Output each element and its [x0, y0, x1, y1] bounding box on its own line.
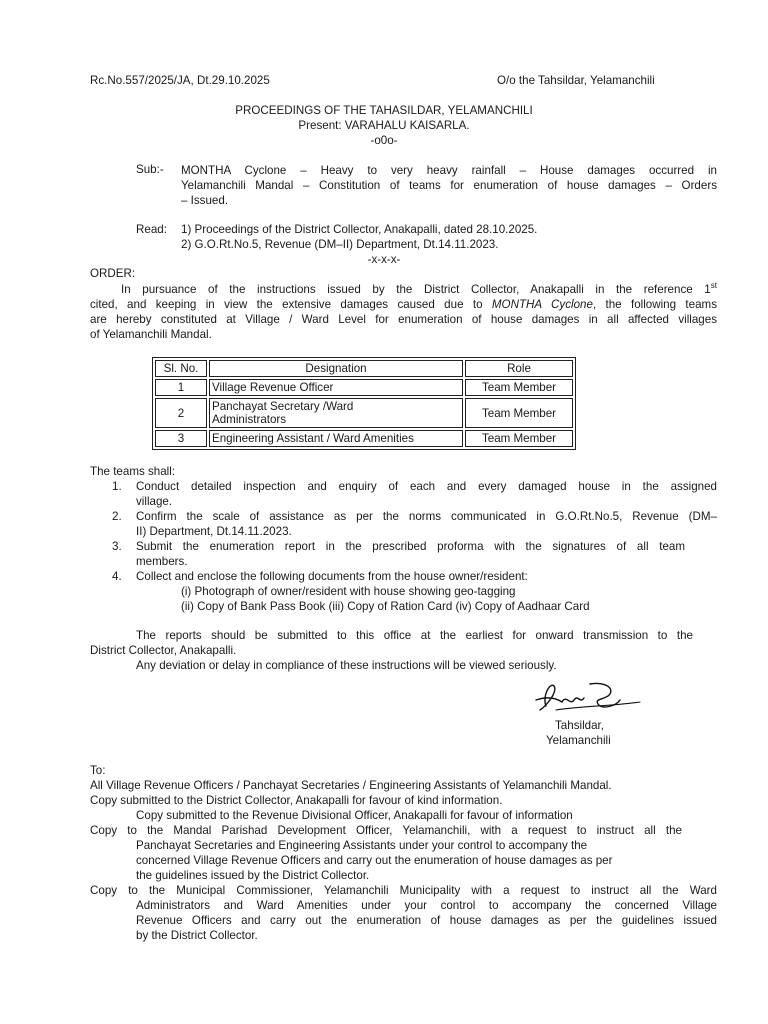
distribution-item-2: Copy submitted to the District Collector, Anakapalli for favour of kind information.	[90, 794, 503, 807]
table-header-designation: Designation	[209, 360, 463, 377]
reference-number: Rc.No.557/2025/JA, Dt.29.10.2025	[90, 74, 270, 87]
table-row	[155, 430, 573, 447]
closing-line-1: The reports should be submitted to this office at the earliest for onward transmission to the	[136, 629, 693, 642]
table-cell-designation: Engineering Assistant / Ward Amenities	[209, 430, 463, 447]
duties-intro: The teams shall:	[90, 465, 176, 478]
order-paragraph-line-2: cited, and keeping in view the extensive damages caused due to MONTHA Cyclone, the following teams	[90, 298, 717, 311]
signatory-designation: Tahsildar,	[555, 719, 604, 732]
duty-item-4-line-1: Collect and enclose the following documents from the house owner/resident:	[136, 570, 528, 583]
office-name: O/o the Tahsildar, Yelamanchili	[497, 74, 655, 87]
order-paragraph-line-4: of Yelamanchili Mandal.	[90, 328, 212, 341]
distribution-item-5-line-3: Revenue Officers and carry out the enumeration of house damages as per the guidelines issued	[136, 914, 717, 927]
document-sub-item-2: (ii) Copy of Bank Pass Book (iii) Copy of Ration Card (iv) Copy of Aadhaar Card	[181, 600, 590, 613]
present-officer: Present: VARAHALU KAISARLA.	[298, 119, 470, 132]
table-cell-designation: Panchayat Secretary /Ward Administrators	[209, 398, 463, 428]
proceedings-title: PROCEEDINGS OF THE TAHASILDAR, YELAMANCHILI	[235, 104, 533, 117]
distribution-item-4-line-2: Panchayat Secretaries and Engineering Assistants under your control to accompany the	[136, 839, 588, 852]
subject-line-1: MONTHA Cyclone – Heavy to very heavy rainfall – House damages occurred in	[181, 164, 717, 177]
table-cell-designation: Village Revenue Officer	[209, 379, 463, 396]
distribution-item-3: Copy submitted to the Revenue Divisional Officer, Anakapalli for favour of information	[136, 809, 573, 822]
header-separator: -o0o-	[370, 134, 398, 147]
distribution-item-4-line-1: Copy to the Mandal Parishad Development Officer, Yelamanchili, with a request to instruct all the	[90, 824, 682, 837]
duty-number: 3.	[112, 540, 122, 553]
table-row	[155, 398, 573, 428]
subject-line-2: Yelamanchili Mandal – Constitution of teams for enumeration of house damages – Orders	[181, 179, 717, 192]
team-composition-table	[152, 357, 576, 450]
distribution-item-5-line-1: Copy to the Municipal Commissioner, Yelamanchili Municipality with a request to instruct all the Ward	[90, 884, 717, 897]
duty-item-2-line-2: II) Department, Dt.14.11.2023.	[136, 525, 292, 538]
document-sub-item-1: (i) Photograph of owner/resident with house showing geo-tagging	[181, 585, 516, 598]
table-cell-sl: 3	[155, 430, 207, 447]
reference-item-2: 2) G.O.Rt.No.5, Revenue (DM–II) Department, Dt.14.11.2023.	[181, 238, 499, 251]
order-paragraph-line-3: are hereby constituted at Village / Ward Level for enumeration of house damages in all affected villages	[90, 313, 717, 326]
read-label: Read:	[136, 223, 167, 236]
closing-line-3: Any deviation or delay in compliance of these instructions will be viewed seriously.	[136, 659, 557, 672]
duty-item-2-line-1: Confirm the scale of assistance as per the norms communicated in G.O.Rt.No.5, Revenue (DM–	[136, 510, 717, 523]
duty-number: 1.	[112, 480, 122, 493]
distribution-item-4-line-3: concerned Village Revenue Officers and carry out the enumeration of house damages as per	[136, 854, 613, 867]
duty-number: 2.	[112, 510, 122, 523]
table-header-sl: Sl. No.	[155, 360, 207, 377]
table-header-row	[155, 360, 573, 377]
distribution-item-1: All Village Revenue Officers / Panchayat Secretaries / Engineering Assistants of Yelamanchili Mandal.	[90, 779, 612, 792]
distribution-item-5-line-4: by the District Collector.	[136, 929, 258, 942]
subject-label: Sub:-	[136, 163, 164, 176]
handwritten-signature	[532, 676, 642, 720]
reference-item-1: 1) Proceedings of the District Collector, Anakapalli, dated 28.10.2025.	[181, 223, 538, 236]
signatory-place: Yelamanchili	[546, 734, 611, 747]
closing-line-2: District Collector, Anakapalli.	[90, 644, 237, 657]
table-header-role: Role	[465, 360, 573, 377]
table-cell-sl: 2	[155, 398, 207, 428]
table-cell-sl: 1	[155, 379, 207, 396]
table-row	[155, 379, 573, 396]
distribution-to-label: To:	[90, 764, 106, 777]
order-paragraph-line-1: In pursuance of the instructions issued by the District Collector, Anakapalli in the reference 1st	[121, 281, 717, 296]
subject-line-3: – Issued.	[181, 194, 229, 207]
distribution-item-4-line-4: the guidelines issued by the District Collector.	[136, 869, 370, 882]
duty-number: 4.	[112, 570, 122, 583]
table-cell-role: Team Member	[465, 430, 573, 447]
read-separator: -x-x-x-	[367, 253, 401, 266]
duty-item-3-line-1: Submit the enumeration report in the prescribed proforma with the signatures of all team	[136, 540, 685, 553]
duty-item-1-line-1: Conduct detailed inspection and enquiry of each and every damaged house in the assigned	[136, 480, 717, 493]
table-cell-role: Team Member	[465, 379, 573, 396]
duty-item-3-line-2: members.	[136, 555, 188, 568]
cyclone-name: MONTHA Cyclone	[491, 298, 593, 311]
order-heading: ORDER:	[90, 267, 136, 280]
distribution-item-5-line-2: Administrators and Ward Amenities under your control to accompany the concerned Village	[136, 899, 717, 912]
table-cell-role: Team Member	[465, 398, 573, 428]
duty-item-1-line-2: village.	[136, 495, 173, 508]
